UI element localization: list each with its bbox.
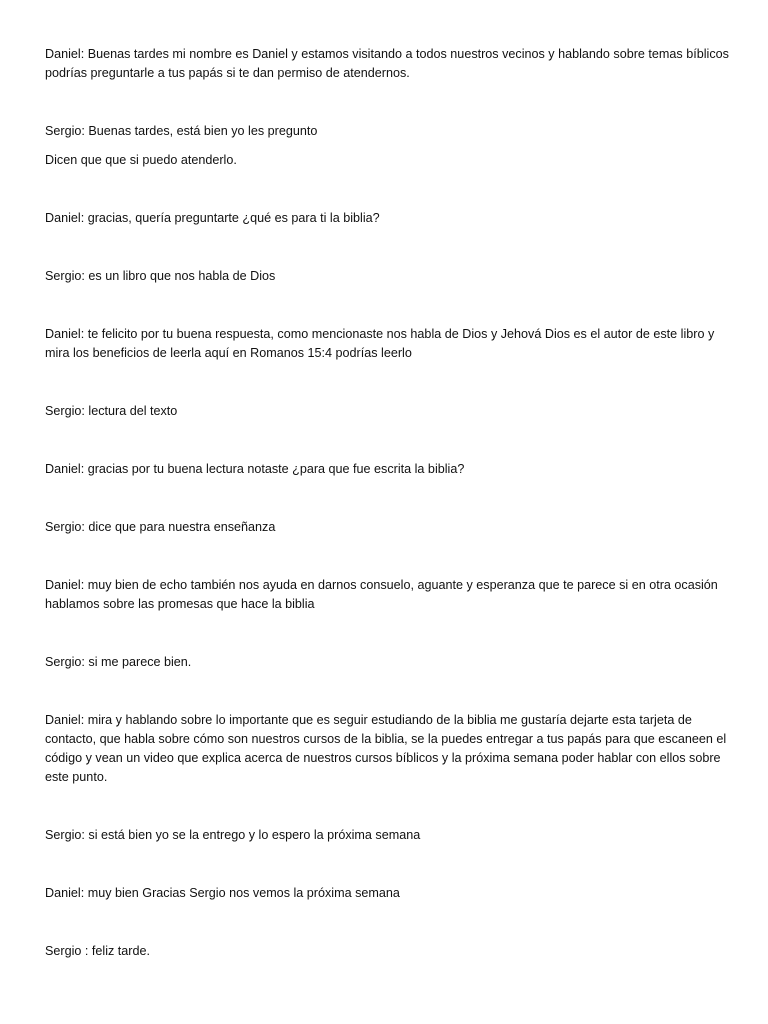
document-body bbox=[45, 45, 735, 961]
dialogue-paragraph: Daniel: muy bien de echo también nos ayuda en darnos consuelo, aguante y esperanza que te parece si en otra ocasión hablamos sobre las promesas que hace la biblia bbox=[45, 578, 718, 611]
dialogue-paragraph: Sergio: lectura del texto bbox=[45, 404, 178, 418]
dialogue-paragraph: Sergio: es un libro que nos habla de Dios bbox=[45, 269, 276, 283]
dialogue-paragraph: Daniel: gracias por tu buena lectura notaste ¿para que fue escrita la biblia? bbox=[45, 462, 465, 476]
dialogue-paragraph: Sergio : feliz tarde. bbox=[45, 944, 150, 958]
dialogue-paragraph: Sergio: si está bien yo se la entrego y lo espero la próxima semana bbox=[45, 828, 421, 842]
dialogue-paragraph: Sergio: dice que para nuestra enseñanza bbox=[45, 520, 276, 534]
dialogue-paragraph: Sergio: Buenas tardes, está bien yo les pregunto bbox=[45, 124, 318, 138]
dialogue-paragraph: Daniel: muy bien Gracias Sergio nos vemos la próxima semana bbox=[45, 886, 400, 900]
dialogue-paragraph: Sergio: si me parece bien. bbox=[45, 655, 192, 669]
dialogue-paragraph: Dicen que que si puedo atenderlo. bbox=[45, 153, 237, 167]
dialogue-paragraph: Daniel: te felicito por tu buena respuesta, como mencionaste nos habla de Dios y Jehová Dios es el autor de este libro y mira los beneficios de leerla aquí en Romanos 15:4 podrías leerlo bbox=[45, 327, 715, 360]
dialogue-paragraph: Daniel: mira y hablando sobre lo importante que es seguir estudiando de la biblia me gustaría dejarte esta tarjeta de contacto, que habla sobre cómo son nuestros cursos de la biblia, se la puedes entregar a tus papás para que escaneen el código y vean un video que explica acerca de nuestros cursos bíblicos y la próxima semana poder hablar con ellos sobre este punto. bbox=[45, 713, 727, 784]
dialogue-paragraph: Daniel: gracias, quería preguntarte ¿qué es para ti la biblia? bbox=[45, 211, 380, 225]
dialogue-paragraph: Daniel: Buenas tardes mi nombre es Daniel y estamos visitando a todos nuestros vecinos y hablando sobre temas bíblicos podrías preguntarle a tus papás si te dan permiso de atendernos. bbox=[45, 47, 729, 80]
